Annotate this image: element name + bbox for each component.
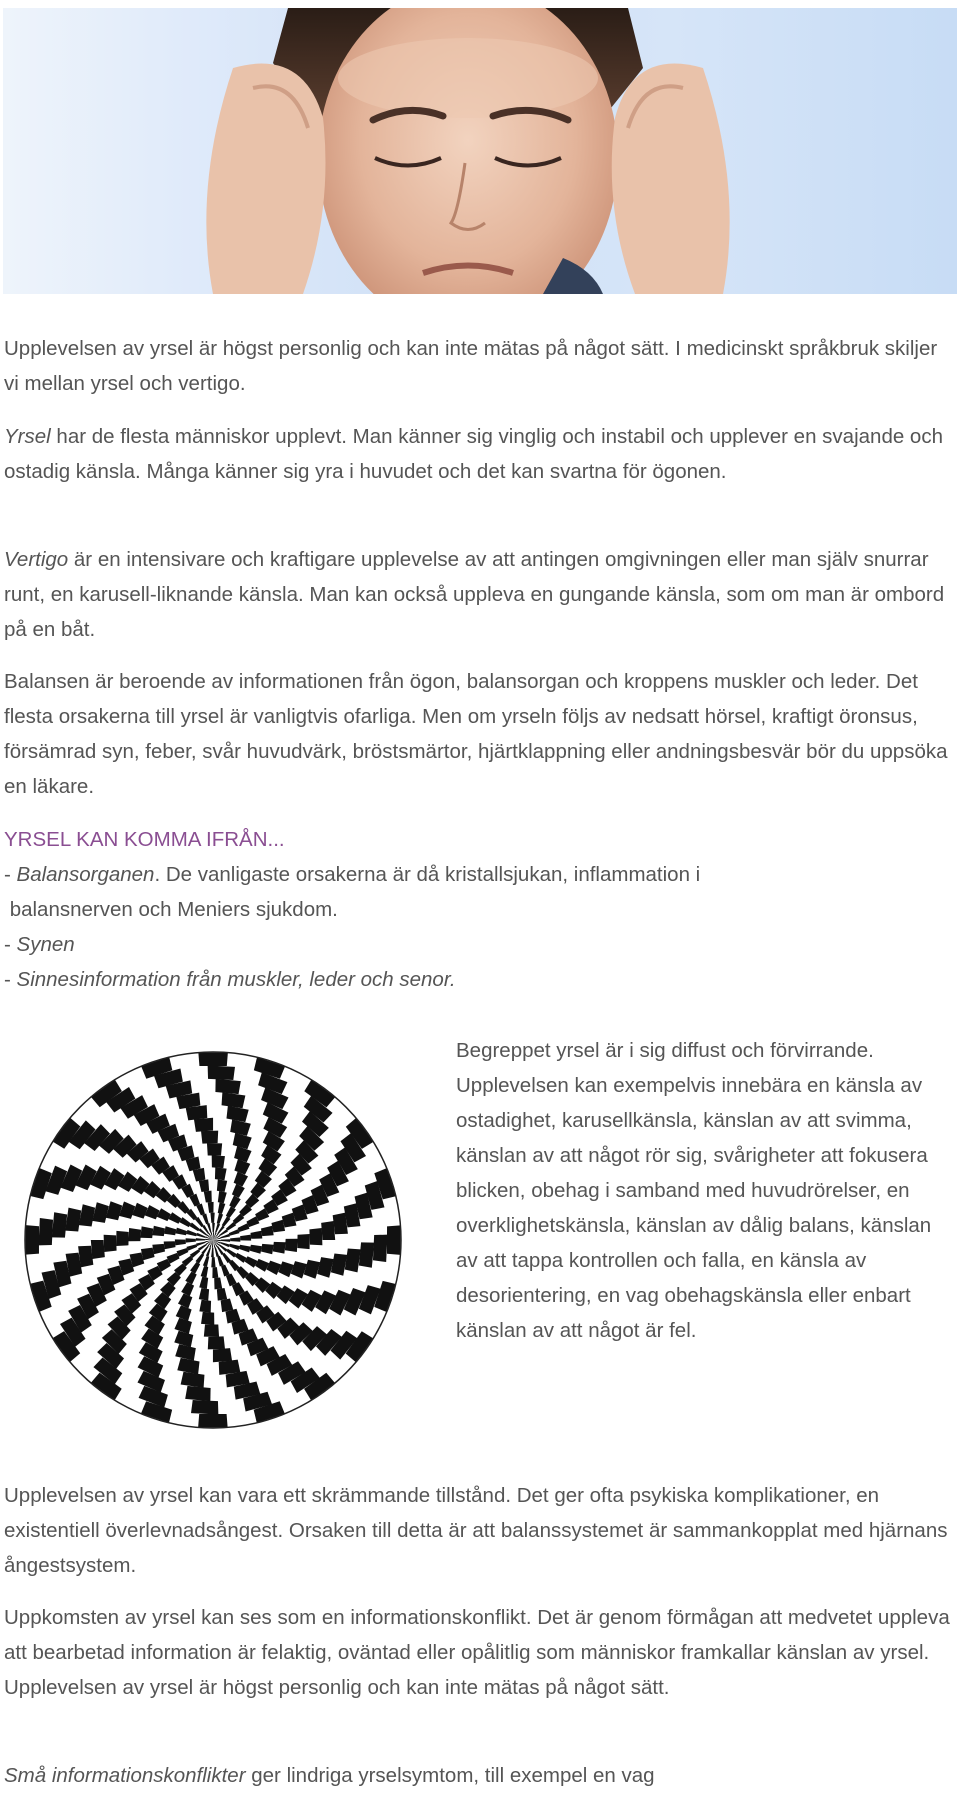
conflict-paragraph	[4, 1600, 956, 1705]
headache-woman-photo	[3, 8, 957, 294]
small-conflicts-text: ger lindriga yrselsymtom, till exempel en vag	[245, 1764, 655, 1787]
concept-text: Begreppet yrsel är i sig diffust och förvirrande. Upplevelsen kan exempelvis innebära en känsla av ostadighet, karusellkänsla, känslan av att svimma, känslan av att något rör sig, svårigheter att fokusera blicken, obehag i samband med huvudrörelser, en overklighetskänsla, känslan av dålig balans, känslan av att tappa kontrollen och falla, en känsla av desorientering, en vag obehagskänsla eller enbart känslan av att något är fel.	[456, 1039, 932, 1342]
anxiety-paragraph	[4, 1478, 956, 1583]
concept-paragraph	[456, 1033, 956, 1348]
yrsel-text: har de flesta människor upplevt. Man känner sig vinglig och instabil och upplever en svajande och ostadig känsla. Många känner sig yra i huvudet och det kan svartna för ögonen.	[4, 425, 943, 483]
vertigo-definition	[4, 542, 956, 647]
anxiety-text: Upplevelsen av yrsel kan vara ett skrämmande tillstånd. Det ger ofta psykiska komplikationer, en existentiell överlevnadsångest. Orsaken till detta är att balanssystemet är sammankopplat med hjärnans ångestsystem.	[4, 1484, 948, 1577]
conflict-text: Uppkomsten av yrsel kan ses som en informationskonflikt. Det är genom förmågan att medvetet uppleva att bearbetad information är felaktig, oväntad eller opålitlig som människor framkallar känslan av yrsel. Upplevelsen av yrsel är högst personlig och kan inte mätas på något sätt.	[4, 1606, 950, 1699]
vertigo-text: är en intensivare och kraftigare upplevelse av att antingen omgivningen eller man själv snurrar runt, en karusell-liknande känsla. Man kan också uppleva en gungande känsla, som om man är ombord på en båt.	[4, 548, 945, 641]
cause-item-balansorganen: - Balansorganen. De vanligaste orsakerna är då kristallsjukan, inflammation i	[4, 863, 701, 886]
intro-paragraph	[4, 331, 956, 401]
small-conflicts-term: Små informationskonflikter	[4, 1764, 246, 1787]
cause-term: Synen	[16, 933, 75, 956]
optical-illusion-spiral-icon	[18, 1045, 408, 1435]
balance-text: Balansen är beroende av informationen från ögon, balansorgan och kroppens muskler och leder. Det flesta orsakerna till yrsel är vanligtvis ofarliga. Men om yrseln följs av nedsatt hörsel, kraftigt öronsus, försämrad syn, feber, svår huvudvärk, bröstsmärtor, hjärtklappning eller andningsbesvär bör du uppsöka en läkare.	[4, 670, 948, 798]
cause-term: Sinnesinformation från muskler, leder och senor.	[16, 968, 456, 991]
vertigo-term: Vertigo	[4, 548, 69, 571]
cause-item-synen: - Synen	[4, 933, 75, 956]
yrsel-term: Yrsel	[4, 425, 51, 448]
small-conflicts-paragraph	[4, 1758, 956, 1793]
intro-text: Upplevelsen av yrsel är högst personlig och kan inte mätas på något sätt. I medicinskt språkbruk skiljer vi mellan yrsel och vertigo.	[4, 337, 938, 395]
cause-item-continued: balansnerven och Meniers sjukdom.	[4, 898, 338, 921]
cause-term: Balansorganen	[16, 863, 155, 886]
yrsel-definition	[4, 419, 956, 489]
balance-paragraph	[4, 664, 956, 804]
causes-section	[4, 822, 956, 997]
hero-image	[3, 8, 957, 294]
spiral-illustration	[18, 1045, 408, 1435]
causes-heading: YRSEL KAN KOMMA IFRÅN...	[4, 828, 285, 851]
cause-item-sinnesinformation: - Sinnesinformation från muskler, leder och senor.	[4, 968, 456, 991]
